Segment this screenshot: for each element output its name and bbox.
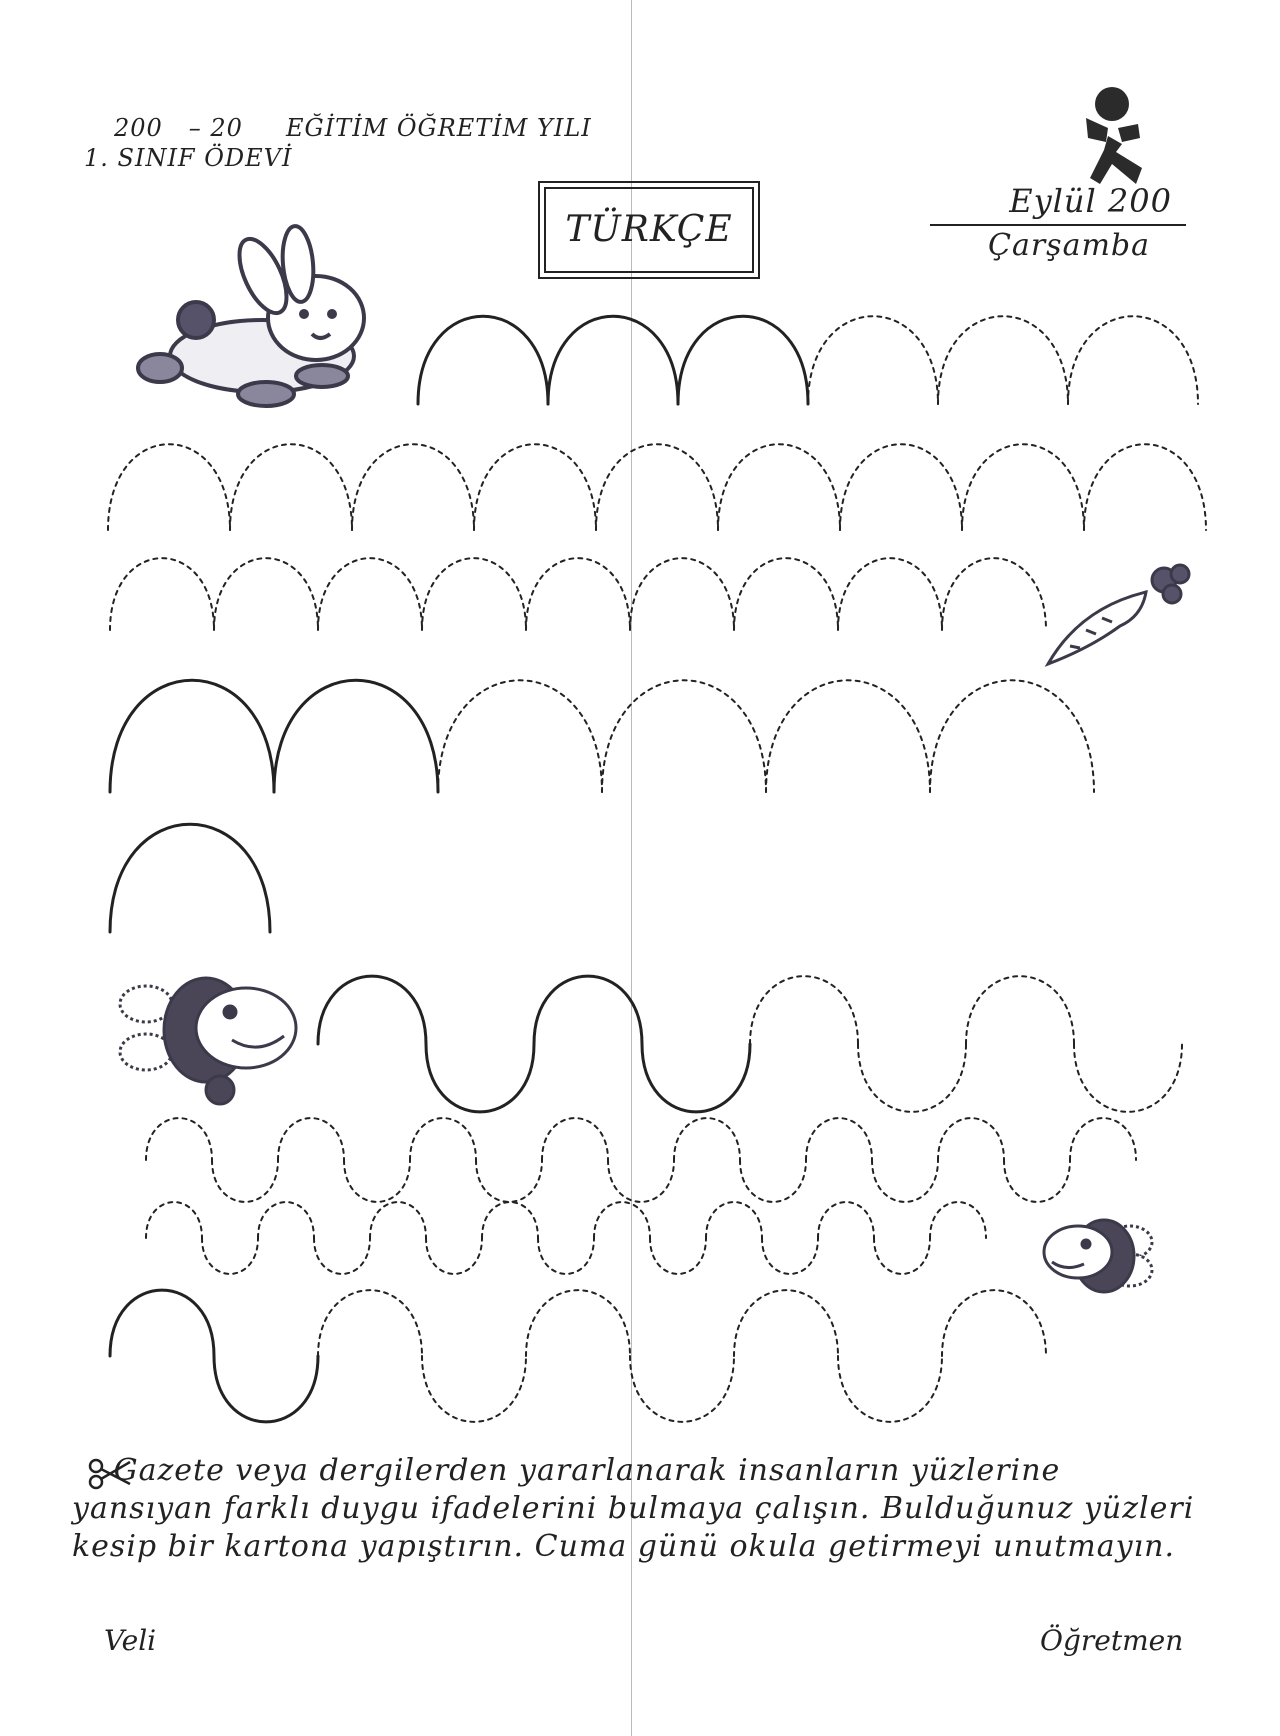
wave-row-2 [872, 1160, 938, 1202]
wave-row-2 [344, 1160, 410, 1202]
arch-row-2 [108, 444, 230, 530]
arch-row-1 [678, 316, 808, 404]
arch-row-3 [110, 558, 214, 630]
wave-row-3 [930, 1202, 986, 1238]
wave-row-3 [538, 1238, 594, 1274]
arch-row-3 [942, 558, 1046, 630]
wave-row-3 [202, 1238, 258, 1274]
arch-row-3 [526, 558, 630, 630]
wave-row-4 [942, 1290, 1046, 1356]
wave-row-4 [734, 1290, 838, 1356]
arch-row-2 [962, 444, 1084, 530]
arch-row-2 [840, 444, 962, 530]
wave-row-3 [762, 1238, 818, 1274]
wave-row-1 [858, 1044, 966, 1112]
wave-row-1 [534, 976, 642, 1044]
fish-icon [120, 978, 296, 1104]
wave-row-4 [526, 1290, 630, 1356]
arch-row-2 [474, 444, 596, 530]
arch-row-4 [274, 680, 438, 792]
arch-row-1 [938, 316, 1068, 404]
arch-row-1 [418, 316, 548, 404]
arch-row-4 [930, 680, 1094, 792]
wave-row-4 [838, 1356, 942, 1422]
wave-row-4 [214, 1356, 318, 1422]
arch-row-1 [548, 316, 678, 404]
wave-row-2 [608, 1160, 674, 1202]
date-month: Eylül 200 [1009, 182, 1172, 220]
arch-row-2 [718, 444, 840, 530]
wave-row-1 [642, 1044, 750, 1112]
wave-row-2 [806, 1118, 872, 1160]
wave-row-3 [650, 1238, 706, 1274]
arch-row-5 [110, 824, 270, 932]
arch-row-3 [318, 558, 422, 630]
arch-row-2 [230, 444, 352, 530]
arch-row-4 [602, 680, 766, 792]
arch-row-3 [214, 558, 318, 630]
wave-row-1 [966, 976, 1074, 1044]
wave-row-2 [278, 1118, 344, 1160]
date-weekday: Çarşamba [988, 228, 1150, 263]
homework-instructions [72, 1452, 1212, 1566]
scissors-icon-spacer [72, 1453, 104, 1488]
wave-row-2 [1070, 1118, 1136, 1160]
arch-row-3 [734, 558, 838, 630]
small-fish-icon [1044, 1220, 1152, 1292]
instructions-text: Gazete veya dergilerden yararlanarak insanların yüzlerine yansıyan farklı duygu ifadelerini bulmaya çalışın. Bulduğunuz yüzleri kesip bir kartona yapıştırın. Cuma günü okula getirmeyi unutmayın. [72, 1453, 1195, 1564]
wave-row-3 [146, 1202, 202, 1238]
school-year-heading: 200 – 20 EĞİTİM ÖĞRETİM YILI [114, 114, 592, 142]
arch-row-3 [838, 558, 942, 630]
wave-row-1 [1074, 1044, 1182, 1112]
wave-row-1 [318, 976, 426, 1044]
carrot-icon [1048, 565, 1189, 664]
arch-row-3 [422, 558, 526, 630]
wave-row-2 [938, 1118, 1004, 1160]
wave-row-2 [674, 1118, 740, 1160]
wave-row-4 [318, 1290, 422, 1356]
wave-row-2 [410, 1118, 476, 1160]
arch-row-3 [630, 558, 734, 630]
rabbit-icon [138, 225, 364, 406]
wave-row-3 [426, 1238, 482, 1274]
wave-row-2 [212, 1160, 278, 1202]
wave-row-1 [750, 976, 858, 1044]
logo-icon [1086, 87, 1142, 184]
arch-row-2 [352, 444, 474, 530]
wave-row-3 [482, 1202, 538, 1238]
wave-row-3 [874, 1238, 930, 1274]
arch-row-4 [110, 680, 274, 792]
arch-row-1 [808, 316, 938, 404]
arch-row-2 [1084, 444, 1206, 530]
wave-row-2 [740, 1160, 806, 1202]
wave-row-1 [426, 1044, 534, 1112]
wave-row-3 [818, 1202, 874, 1238]
wave-row-4 [422, 1356, 526, 1422]
arch-row-2 [596, 444, 718, 530]
wave-row-4 [110, 1290, 214, 1356]
wave-row-3 [314, 1238, 370, 1274]
arch-row-4 [438, 680, 602, 792]
wave-row-3 [594, 1202, 650, 1238]
wave-row-2 [146, 1118, 212, 1160]
class-homework-heading: 1. SINIF ÖDEVİ [84, 144, 293, 172]
wave-row-3 [258, 1202, 314, 1238]
teacher-signature-label: Öğretmen [1040, 1624, 1184, 1657]
wave-row-2 [542, 1118, 608, 1160]
wave-row-2 [1004, 1160, 1070, 1202]
parent-signature-label: Veli [104, 1624, 157, 1657]
wave-row-3 [706, 1202, 762, 1238]
wave-row-2 [476, 1160, 542, 1202]
wave-row-3 [370, 1202, 426, 1238]
arch-row-1 [1068, 316, 1198, 404]
wave-row-4 [630, 1356, 734, 1422]
subject-title: TÜRKÇE [565, 209, 733, 250]
arch-row-4 [766, 680, 930, 792]
